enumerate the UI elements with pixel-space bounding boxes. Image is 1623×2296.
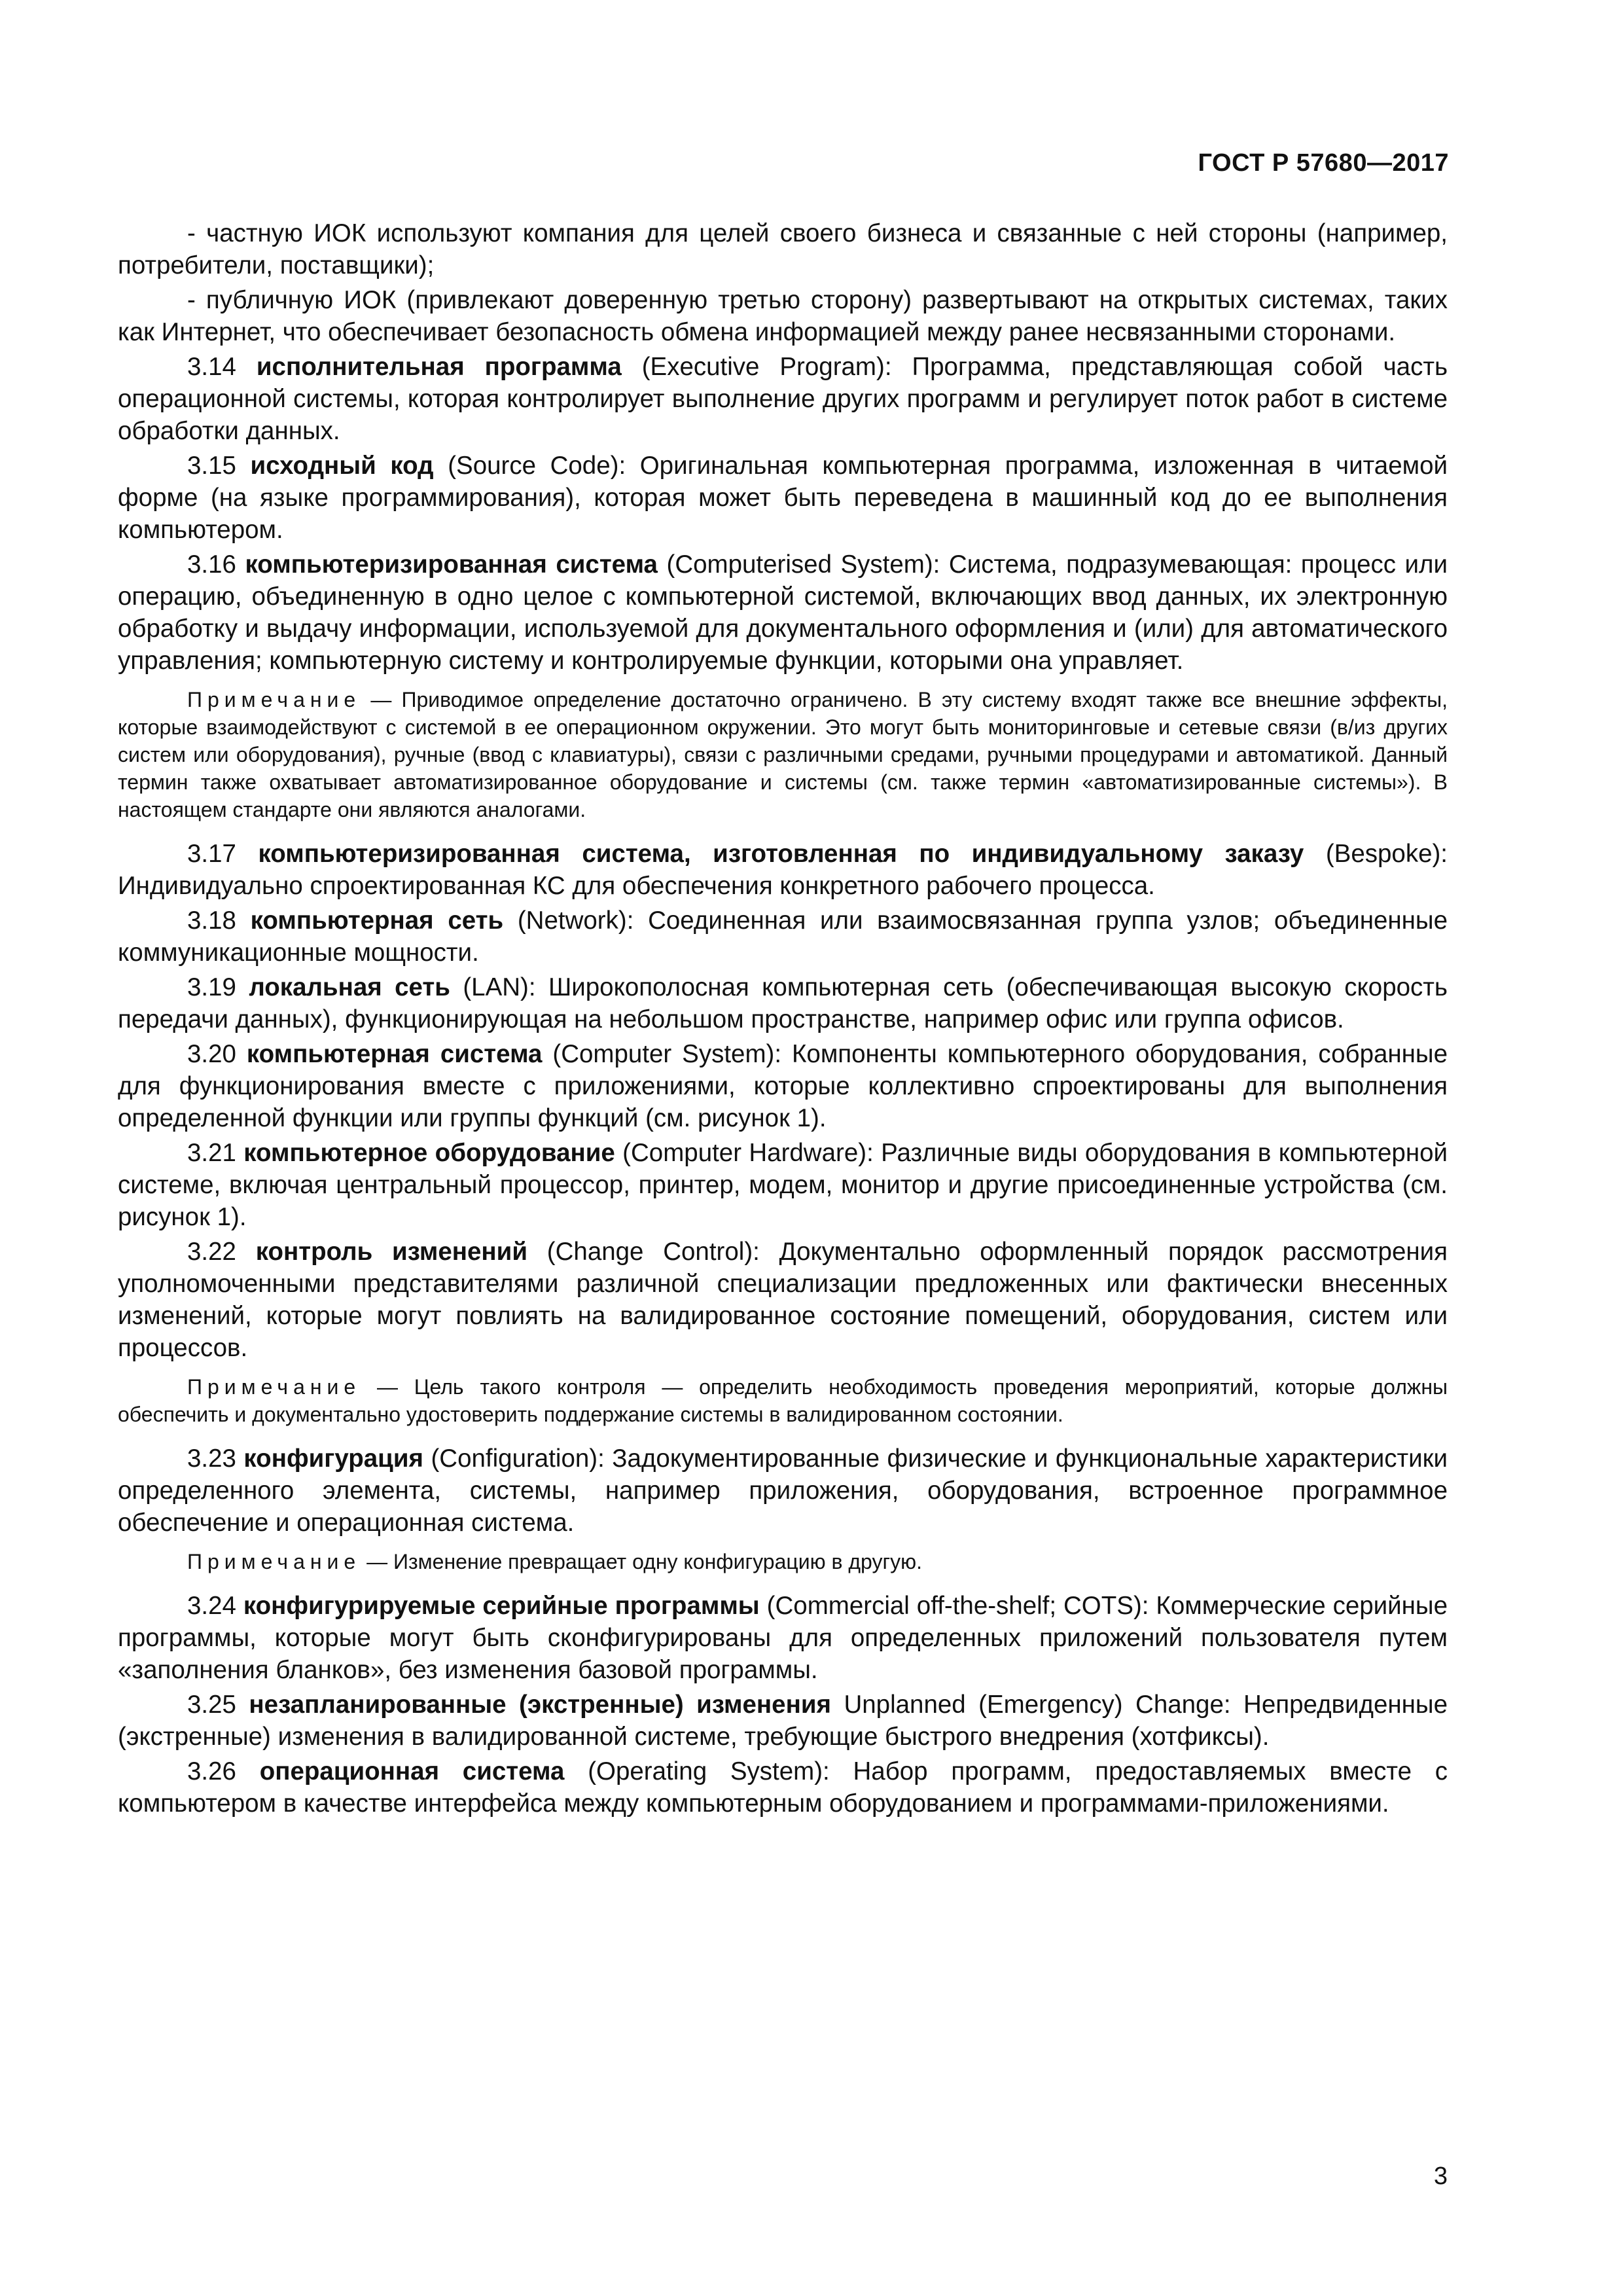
term-number: 3.19 xyxy=(187,973,236,1001)
term-title: конфигурируемые серийные программы xyxy=(243,1592,760,1620)
term-definition: (Commercial off-the-shelf; COTS): Коммерческие серийные программы, которые могут быть сконфигурированы для определенных приложений пользователя путем «заполнения бланков», без изменения базовой программы. xyxy=(118,1592,1448,1684)
term-entry-3-20 xyxy=(118,1038,1448,1134)
term-title: компьютерное оборудование xyxy=(243,1139,615,1167)
page-number: 3 xyxy=(1433,2162,1448,2190)
term-title: компьютеризированная система xyxy=(245,550,658,579)
list-item xyxy=(118,217,1448,281)
term-definition: (Operating System): Набор программ, предоставляемых вместе с компьютером в качестве интерфейса между компьютерным оборудованием и программами-приложениями. xyxy=(118,1757,1448,1818)
term-number: 3.15 xyxy=(187,452,236,480)
term-definition: (Computer Hardware): Различные виды оборудования в компьютерной системе, включая центральный процессор, принтер, модем, монитор и другие присоединенные устройства (см. рисунок 1). xyxy=(118,1139,1448,1231)
term-title: компьютеризированная система, изготовленная по индивидуальному заказу xyxy=(258,840,1304,868)
term-number: 3.18 xyxy=(187,906,236,935)
note-3-22 xyxy=(118,1373,1448,1428)
term-title: операционная система xyxy=(259,1757,565,1785)
term-definition: (Network): Соединенная или взаимосвязанная группа узлов; объединенные коммуникационные мощности. xyxy=(118,906,1448,967)
term-title: компьютерная сеть xyxy=(250,906,504,935)
note-label: Примечание xyxy=(187,1550,361,1573)
term-title: конфигурация xyxy=(243,1444,423,1473)
term-title: незапланированные (экстренные) изменения xyxy=(249,1691,831,1719)
term-number: 3.17 xyxy=(187,840,236,868)
term-title: контроль изменений xyxy=(255,1238,528,1266)
list-item xyxy=(118,284,1448,348)
term-number: 3.23 xyxy=(187,1444,236,1473)
document-body xyxy=(118,217,1448,1822)
term-entry-3-14 xyxy=(118,351,1448,447)
term-entry-3-23 xyxy=(118,1443,1448,1539)
term-title: локальная сеть xyxy=(249,973,450,1001)
term-definition: (Source Code): Оригинальная компьютерная программа, изложенная в читаемой форме (на языке программирования), которая может быть переведена в машинный код до ее выполнения компьютером. xyxy=(118,452,1448,544)
term-definition: Unplanned (Emergency) Change: Непредвиденные (экстренные) изменения в валидированной системе, требующие быстрого внедрения (хотфиксы). xyxy=(118,1691,1448,1751)
note-text: — Приводимое определение достаточно ограничено. В эту систему входят также все внешние эффекты, которые взаимодействуют с системой в ее операционном окружении. Это могут быть мониторинговые и сетевые связи (в/из других систем или оборудования), ручные (ввод с клавиатуры), связи с различными средами, ручными процедурами и автоматикой. Данный термин также охватывает автоматизированное оборудование и системы (см. также термин «автоматизированные системы»). В настоящем стандарте они являются аналогами. xyxy=(118,688,1448,821)
term-number: 3.24 xyxy=(187,1592,236,1620)
note-3-23 xyxy=(118,1548,1448,1575)
term-definition: (Bespoke): Индивидуально спроектированная КС для обеспечения конкретного рабочего процесса. xyxy=(118,840,1448,900)
term-number: 3.14 xyxy=(187,353,236,381)
term-entry-3-19 xyxy=(118,971,1448,1035)
term-definition: (Executive Program): Программа, представляющая собой часть операционной системы, которая контролирует выполнение других программ и регулирует поток работ в системе обработки данных. xyxy=(118,353,1448,445)
term-title: исходный код xyxy=(250,452,434,480)
note-text: — Изменение превращает одну конфигурацию в другую. xyxy=(366,1550,923,1573)
paragraph-text: - публичную ИОК (привлекают доверенную третью сторону) развертывают на открытых системах, таких как Интернет, что обеспечивает безопасность обмена информацией между ранее несвязанными сторонами. xyxy=(118,286,1448,346)
term-number: 3.16 xyxy=(187,550,236,579)
term-definition: (Configuration): Задокументированные физические и функциональные характеристики определенного элемента, системы, например приложения, оборудования, встроенное программное обеспечение и операционная система. xyxy=(118,1444,1448,1537)
note-text: — Цель такого контроля — определить необходимость проведения мероприятий, которые должны обеспечить и документально удостоверить поддержание системы в валидированном состоянии. xyxy=(118,1375,1448,1426)
term-definition: (Change Control): Документально оформленный порядок рассмотрения уполномоченными представителями различной специализации предложенных или фактически внесенных изменений, которые могут повлиять на валидированное состояние помещений, оборудования, систем или процессов. xyxy=(118,1238,1448,1362)
term-entry-3-16 xyxy=(118,548,1448,677)
term-entry-3-25 xyxy=(118,1689,1448,1753)
paragraph-text: - частную ИОК используют компания для целей своего бизнеса и связанные с ней стороны (например, потребители, поставщики); xyxy=(118,219,1448,279)
term-title: компьютерная система xyxy=(246,1040,543,1068)
term-definition: (LAN): Широкополосная компьютерная сеть (обеспечивающая высокую скорость передачи данных), функционирующая на небольшом пространстве, например офис или группа офисов. xyxy=(118,973,1448,1033)
note-label: Примечание xyxy=(187,1375,361,1399)
term-number: 3.26 xyxy=(187,1757,236,1785)
term-definition: (Computer System): Компоненты компьютерного оборудования, собранные для функционирования вместе с приложениями, которые коллективно спроектированы для выполнения определенной функции или группы функций (см. рисунок 1). xyxy=(118,1040,1448,1132)
term-number: 3.25 xyxy=(187,1691,236,1719)
term-number: 3.21 xyxy=(187,1139,236,1167)
term-title: исполнительная программа xyxy=(256,353,622,381)
term-entry-3-18 xyxy=(118,905,1448,969)
term-entry-3-24 xyxy=(118,1590,1448,1686)
note-3-16 xyxy=(118,686,1448,823)
term-entry-3-26 xyxy=(118,1755,1448,1820)
term-entry-3-21 xyxy=(118,1137,1448,1233)
term-entry-3-17 xyxy=(118,838,1448,902)
term-entry-3-15 xyxy=(118,450,1448,546)
term-definition: (Computerised System): Система, подразумевающая: процесс или операцию, объединенную в одно целое с компьютерной системой, включающих ввод данных, их электронную обработку и выдачу информации, используемой для документального оформления и (или) для автоматического управления; компьютерную систему и контролируемые функции, которыми она управляет. xyxy=(118,550,1448,675)
term-entry-3-22 xyxy=(118,1236,1448,1364)
term-number: 3.22 xyxy=(187,1238,236,1266)
note-label: Примечание xyxy=(187,688,361,711)
standard-header: ГОСТ Р 57680—2017 xyxy=(1198,149,1449,177)
term-number: 3.20 xyxy=(187,1040,236,1068)
